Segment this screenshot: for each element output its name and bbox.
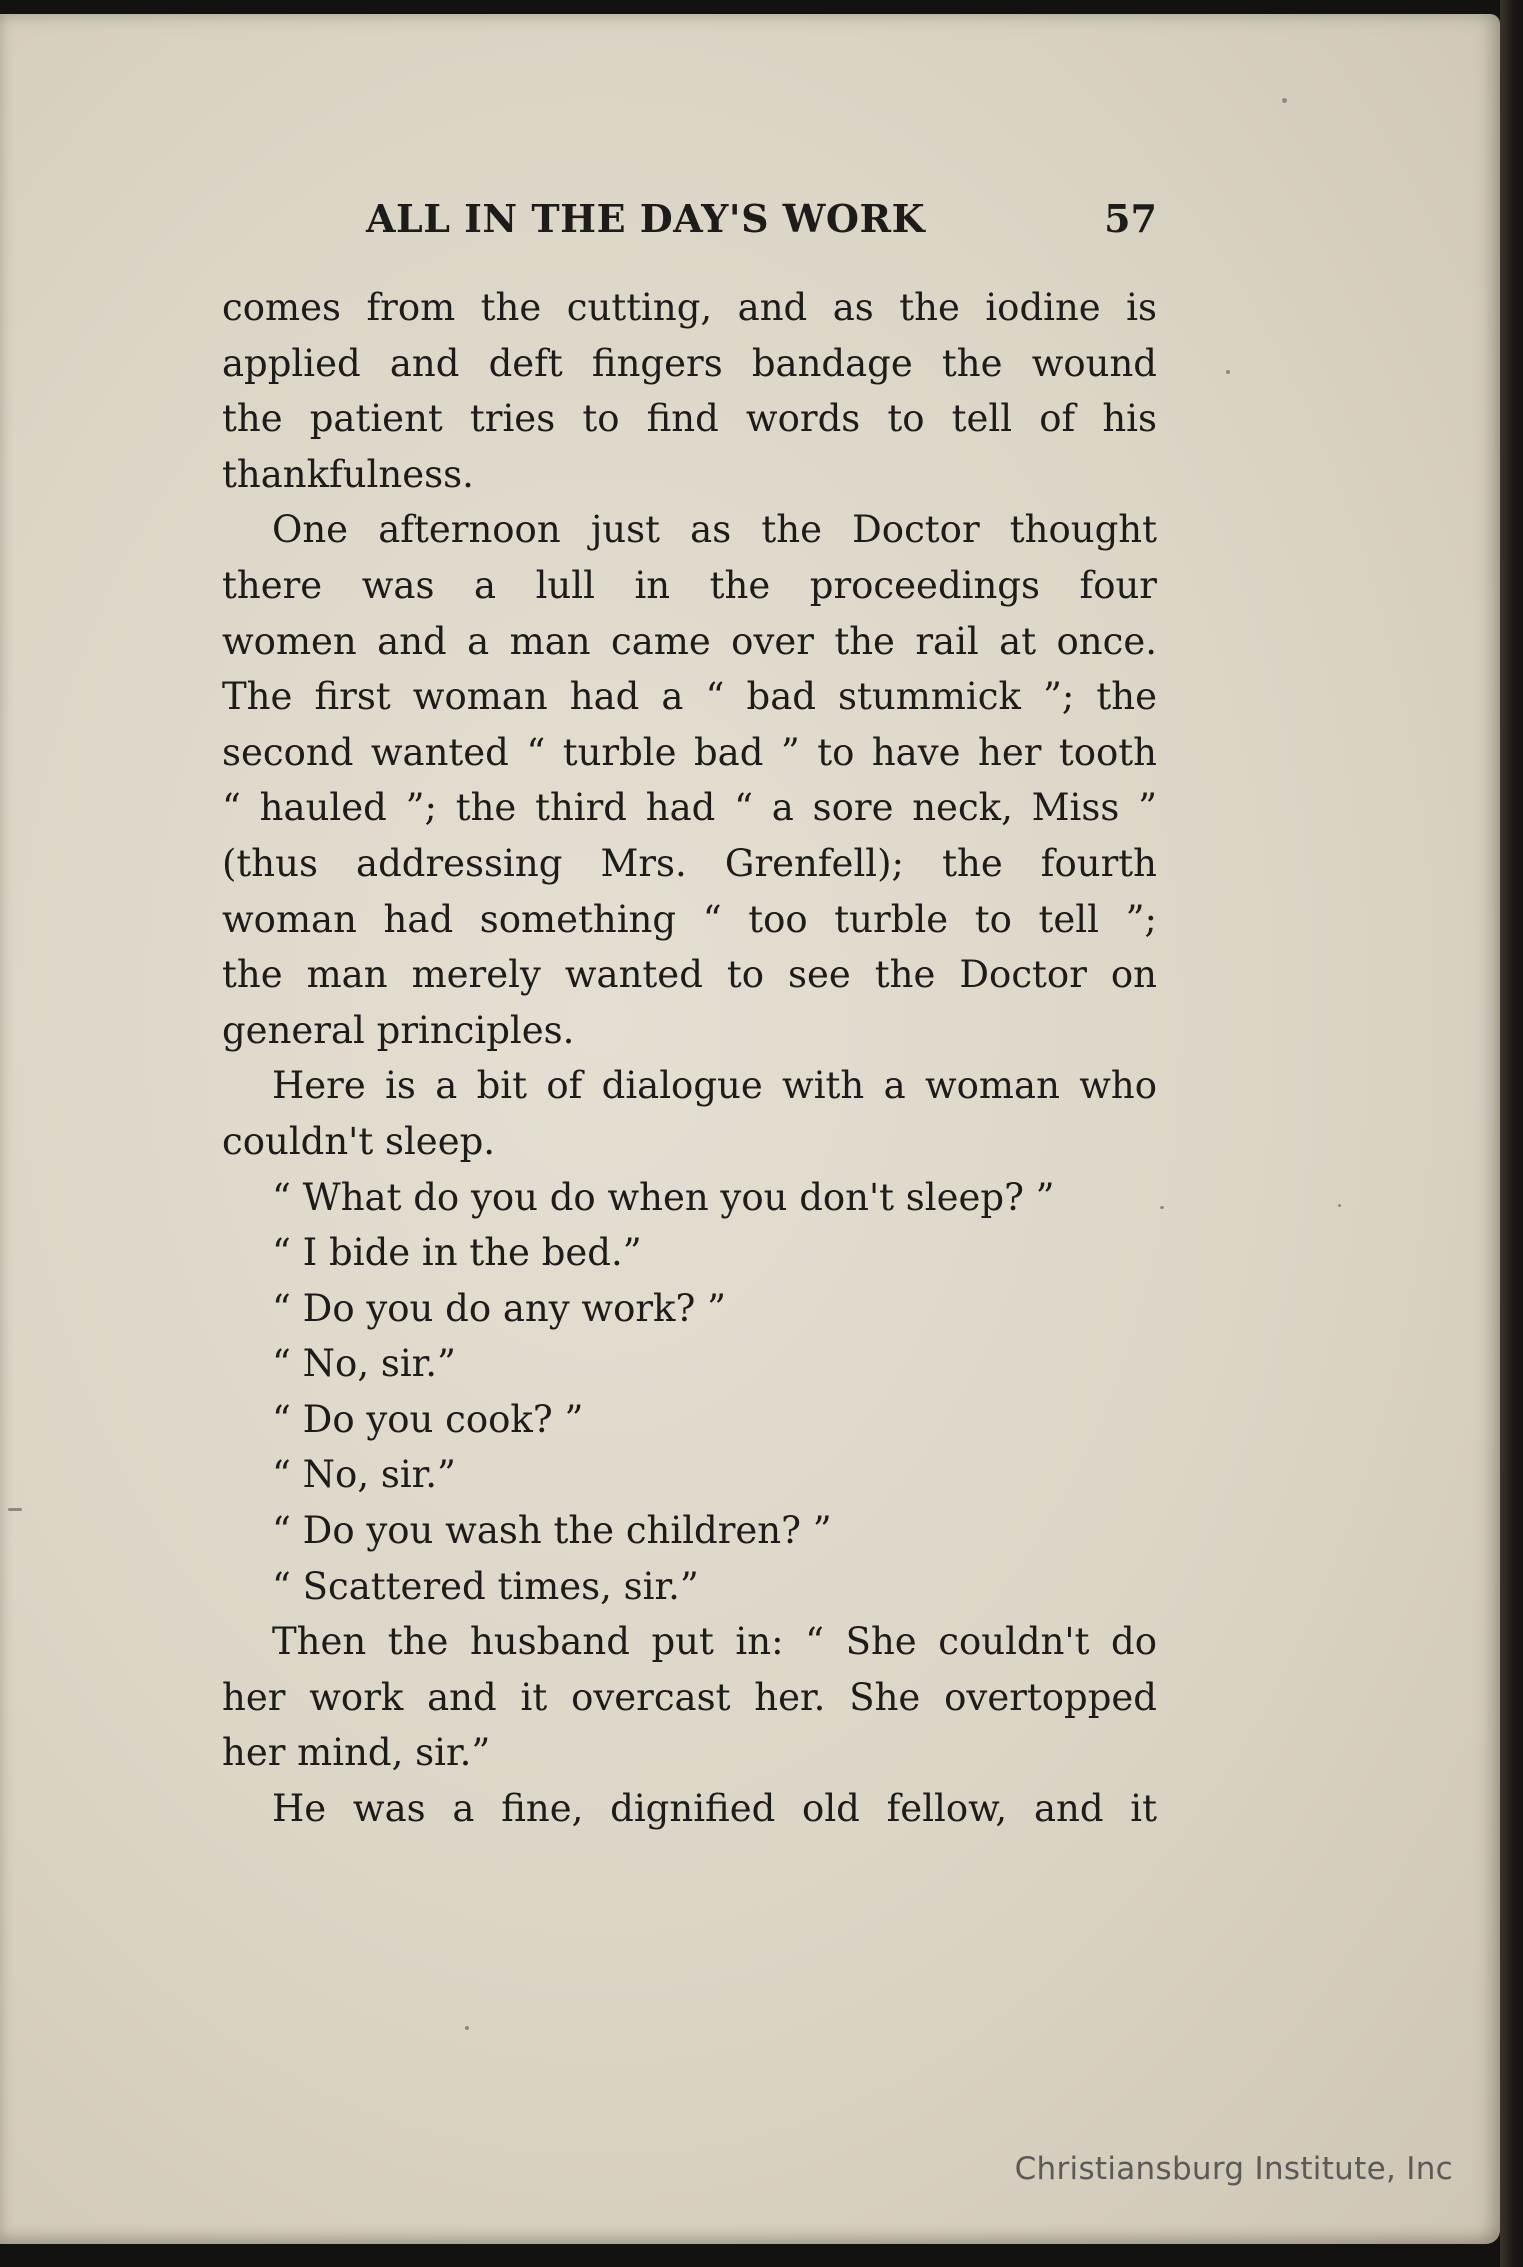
text-line: women and a man came over the rail at once. [222, 619, 1157, 663]
paragraph-start-line: One afternoon just as the Doctor thought [272, 508, 1157, 552]
dialogue-line: “ No, sir.” [272, 1342, 456, 1386]
text-line: her mind, sir.” [222, 1731, 491, 1775]
running-title: ALL IN THE DAY'S WORK [366, 196, 926, 241]
text-line: woman had something “ too turble to tell ”; [222, 897, 1157, 941]
dialogue-line: “ Scattered times, sir.” [272, 1564, 699, 1608]
text-line: comes from the cutting, and as the iodine is [222, 286, 1157, 329]
paper-speck [1282, 98, 1287, 103]
text-line: second wanted “ turble bad ” to have her tooth [222, 730, 1157, 774]
text-line: “ hauled ”; the third had “ a sore neck, Miss ” [222, 786, 1157, 830]
text-line: her work and it overcast her. She overtopped [222, 1675, 1157, 1719]
text-line: there was a lull in the proceedings four [222, 563, 1157, 607]
paper-speck [1338, 1204, 1341, 1207]
page-number: 57 [1104, 196, 1157, 241]
dialogue-line: “ Do you cook? ” [272, 1397, 584, 1441]
paper-speck [465, 2026, 469, 2030]
text-line: (thus addressing Mrs. Grenfell); the fourth [222, 841, 1157, 885]
page-header [222, 196, 1157, 256]
dialogue-line: “ I bide in the bed.” [272, 1231, 642, 1275]
dialogue-line: “ What do you do when you don't sleep? ” [272, 1175, 1055, 1219]
paper-speck [8, 1508, 22, 1511]
paper-speck [1226, 370, 1230, 374]
text-line: the patient tries to find words to tell of his [222, 397, 1157, 441]
text-line: couldn't sleep. [222, 1119, 496, 1163]
page-edge-shadow [1500, 0, 1523, 2267]
text-line: thankfulness. [222, 452, 474, 496]
watermark: Christiansburg Institute, Inc [1014, 2151, 1453, 2187]
paper-speck [1160, 1206, 1164, 1209]
dialogue-line: “ Do you do any work? ” [272, 1286, 726, 1330]
text-line: general principles. [222, 1008, 575, 1052]
text-line: The first woman had a “ bad stummick ”; the [222, 675, 1157, 719]
text-line: applied and deft fingers bandage the wound [222, 341, 1157, 385]
text-line: the man merely wanted to see the Doctor on [222, 953, 1157, 997]
dialogue-line: “ No, sir.” [272, 1453, 456, 1497]
paragraph-start-line: He was a fine, dignified old fellow, and it [272, 1787, 1157, 1831]
paragraph-start-line: Here is a bit of dialogue with a woman who [272, 1064, 1157, 1108]
paragraph-start-line: Then the husband put in: “ She couldn't do [272, 1620, 1157, 1664]
body-text [222, 280, 1157, 1837]
dialogue-line: “ Do you wash the children? ” [272, 1509, 832, 1553]
